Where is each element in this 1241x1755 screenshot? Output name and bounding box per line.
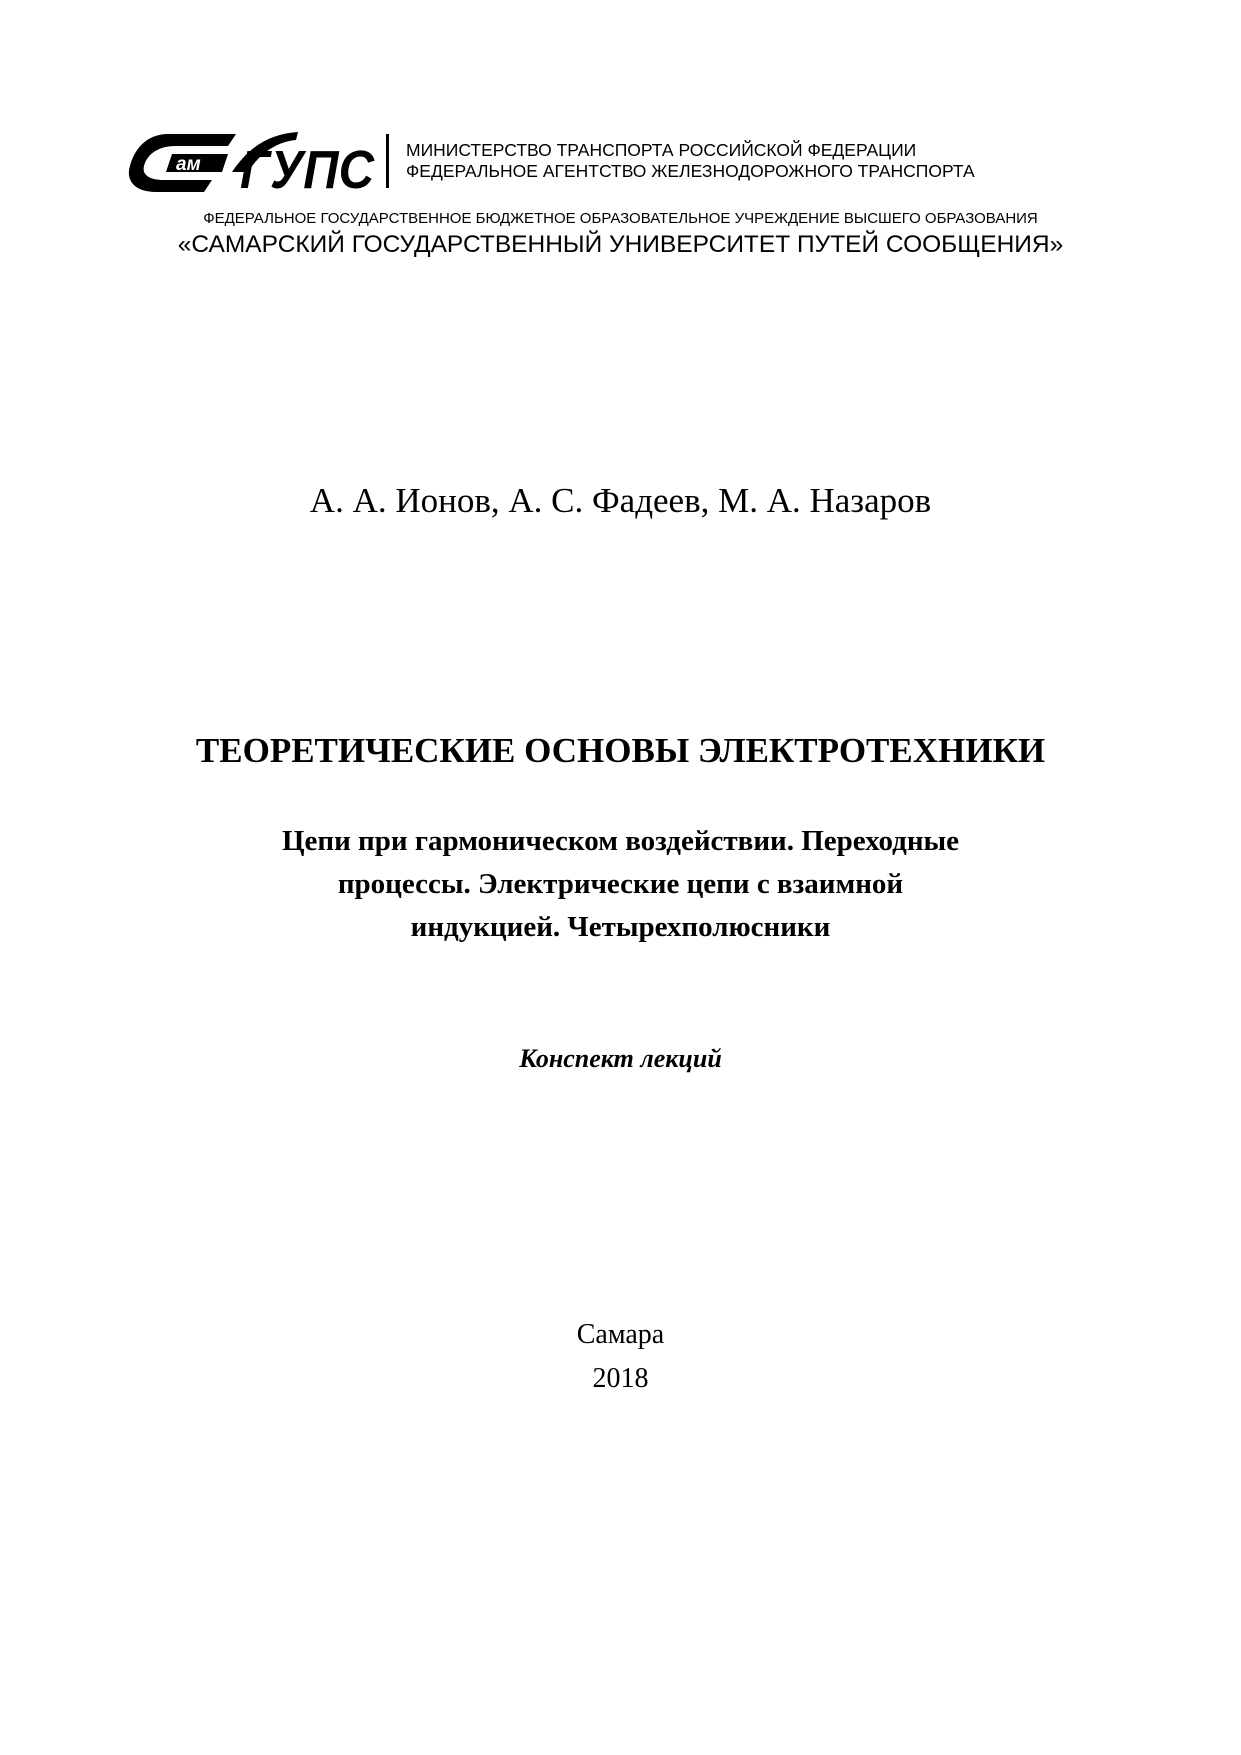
institution-name: «САМАРСКИЙ ГОСУДАРСТВЕННЫЙ УНИВЕРСИТЕТ ПУТЕЙ СООБЩЕНИЯ» bbox=[177, 231, 1064, 258]
subtitle-line-3: индукцией. Четырехполюсники bbox=[410, 911, 831, 943]
document-title: ТЕОРЕТИЧЕСКИЕ ОСНОВЫ ЭЛЕКТРОТЕХНИКИ bbox=[195, 731, 1046, 770]
subtitle-line-1: Цепи при гармоническом воздействии. Переходные bbox=[281, 825, 960, 857]
logo-gups-text: ГУПС bbox=[240, 140, 375, 194]
ministry-block bbox=[406, 140, 975, 182]
institution-type: ФЕДЕРАЛЬНОЕ ГОСУДАРСТВЕННОЕ БЮДЖЕТНОЕ ОБРАЗОВАТЕЛЬНОЕ УЧРЕЖДЕНИЕ ВЫСШЕГО ОБРАЗОВАНИЯ bbox=[203, 210, 1038, 227]
ministry-line: МИНИСТЕРСТВО ТРАНСПОРТА РОССИЙСКОЙ ФЕДЕРАЦИИ bbox=[406, 140, 917, 160]
document-subtitle bbox=[0, 820, 1241, 949]
samgups-logo bbox=[128, 128, 378, 194]
document-genre: Конспект лекций bbox=[519, 1044, 722, 1073]
logo-am-text: ам bbox=[176, 154, 201, 175]
agency-line: ФЕДЕРАЛЬНОЕ АГЕНТСТВО ЖЕЛЕЗНОДОРОЖНОГО ТРАНСПОРТА bbox=[406, 161, 975, 181]
publication-year: 2018 bbox=[592, 1363, 649, 1394]
authors: А. А. Ионов, А. С. Фадеев, М. А. Назаров bbox=[309, 481, 932, 520]
subtitle-line-2: процессы. Электрические цепи с взаимной bbox=[337, 868, 904, 900]
publication-city: Самара bbox=[576, 1319, 665, 1350]
header bbox=[128, 128, 1028, 198]
header-divider bbox=[386, 134, 389, 188]
